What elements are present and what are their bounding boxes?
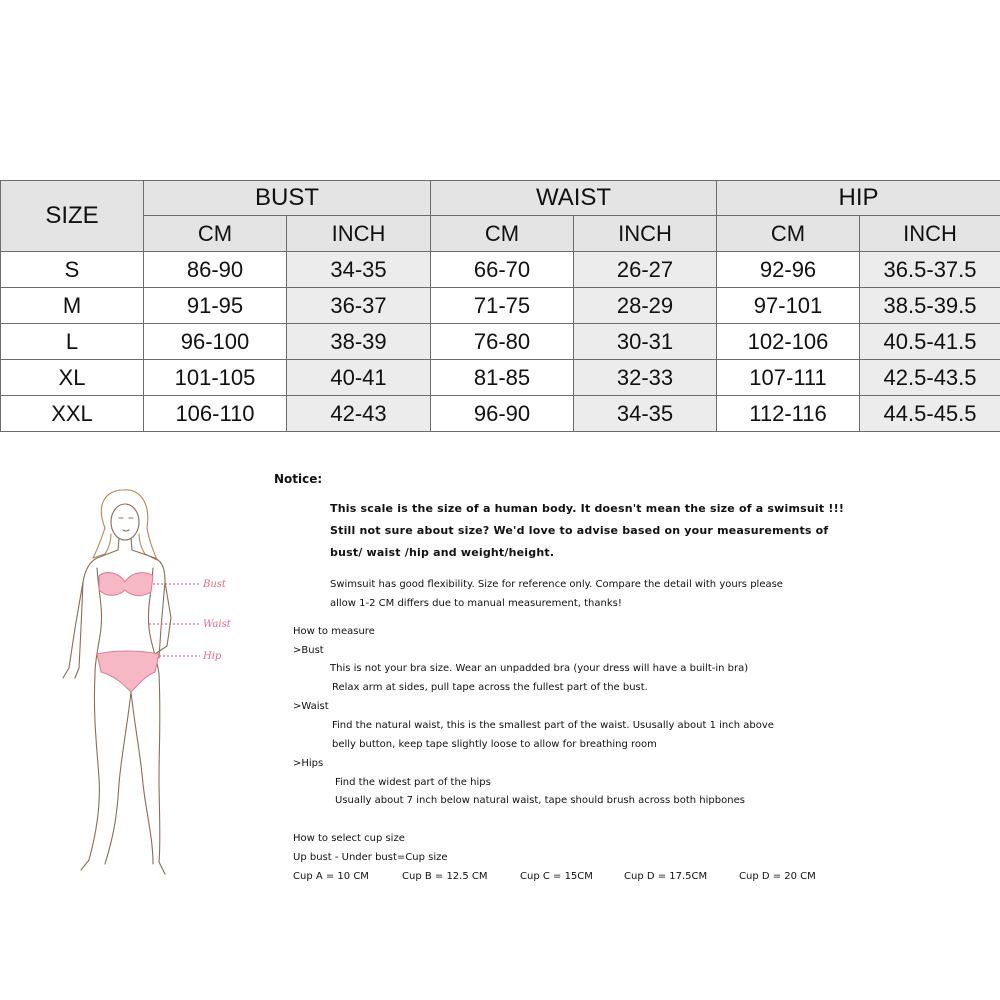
notice-bold-line: This scale is the size of a human body. It doesn't mean the size of a swimsuit !!! (330, 502, 845, 515)
measurement-cell: 96-90 (431, 396, 574, 432)
measurement-cell: 34-35 (574, 396, 717, 432)
measurement-cell: 81-85 (431, 360, 574, 396)
body-measurement-figure (35, 478, 250, 883)
measurement-cell: 97-101 (717, 288, 860, 324)
measurement-cell: 36.5-37.5 (860, 252, 1000, 288)
measurement-cell: 30-31 (574, 324, 717, 360)
measurement-cell: 102-106 (717, 324, 860, 360)
how-to-measure-title: How to measure (293, 626, 375, 637)
measurement-cell: 96-100 (144, 324, 287, 360)
bikini-top (99, 573, 153, 596)
bust-instruction: This is not your bra size. Wear an unpadded bra (your dress will have a built-in bra) (330, 663, 749, 674)
size-header: SIZE (1, 181, 144, 252)
measurement-cell: 28-29 (574, 288, 717, 324)
flex-note-line: Swimsuit has good flexibility. Size for reference only. Compare the detail with yours please (330, 579, 783, 590)
waist-group-header: WAIST (431, 181, 717, 216)
hair-outline (101, 490, 157, 560)
face-outline (111, 504, 139, 540)
hip-label: Hip (203, 651, 222, 662)
measurement-cell: 91-95 (144, 288, 287, 324)
waist-instruction: belly button, keep tape slightly loose to allow for breathing room (332, 739, 657, 750)
measurement-cell: 107-111 (717, 360, 860, 396)
size-label-cell: XXL (1, 396, 144, 432)
flex-note-line: allow 1-2 CM differs due to manual measurement, thanks! (330, 598, 622, 609)
cup-size-item: Cup B = 12.5 CM (402, 871, 488, 882)
measurement-cell: 66-70 (431, 252, 574, 288)
table-row (1, 252, 1000, 288)
unit-header: INCH (287, 216, 431, 252)
measurement-cell: 101-105 (144, 360, 287, 396)
cup-size-formula: Up bust - Under bust=Cup size (293, 852, 448, 863)
measurement-cell: 106-110 (144, 396, 287, 432)
bust-section-title: >Bust (293, 645, 324, 656)
cup-size-item: Cup D = 17.5CM (624, 871, 708, 882)
hips-instruction: Usually about 7 inch below natural waist, tape should brush across both hipbones (335, 795, 745, 806)
measurement-cell: 76-80 (431, 324, 574, 360)
bikini-bottom (97, 651, 159, 692)
size-label-cell: M (1, 288, 144, 324)
table-row (1, 324, 1000, 360)
notice-bold-line: bust/ waist /hip and weight/height. (330, 546, 555, 559)
measurement-cell: 40.5-41.5 (860, 324, 1000, 360)
measurement-cell: 32-33 (574, 360, 717, 396)
measurement-cell: 42-43 (287, 396, 431, 432)
bust-instruction: Relax arm at sides, pull tape across the fullest part of the bust. (332, 682, 648, 693)
hip-group-header: HIP (717, 181, 1000, 216)
notice-heading: Notice: (274, 472, 323, 486)
waist-section-title: >Waist (293, 701, 329, 712)
table-row (1, 360, 1000, 396)
bust-group-header: BUST (144, 181, 431, 216)
measurement-cell: 92-96 (717, 252, 860, 288)
size-label-cell: S (1, 252, 144, 288)
cup-size-item: Cup C = 15CM (520, 871, 593, 882)
table-row (1, 396, 1000, 432)
measurement-cell: 44.5-45.5 (860, 396, 1000, 432)
measurement-cell: 34-35 (287, 252, 431, 288)
waist-instruction: Find the natural waist, this is the smallest part of the waist. Ususally about 1 inch above (332, 720, 774, 731)
measurement-cell: 36-37 (287, 288, 431, 324)
measurement-cell: 112-116 (717, 396, 860, 432)
notice-bold-line: Still not sure about size? We'd love to advise based on your measurements of (330, 524, 829, 537)
measurement-cell: 38-39 (287, 324, 431, 360)
unit-header: CM (431, 216, 574, 252)
table-row (1, 288, 1000, 324)
unit-header: CM (717, 216, 860, 252)
measurement-cell: 38.5-39.5 (860, 288, 1000, 324)
measurement-cell: 86-90 (144, 252, 287, 288)
waist-label: Waist (203, 619, 231, 630)
unit-header: INCH (574, 216, 717, 252)
size-chart-table (0, 180, 1000, 432)
cup-size-item: Cup D = 20 CM (739, 871, 816, 882)
measurement-cell: 26-27 (574, 252, 717, 288)
size-label-cell: L (1, 324, 144, 360)
size-label-cell: XL (1, 360, 144, 396)
measurement-cell: 40-41 (287, 360, 431, 396)
measurement-cell: 71-75 (431, 288, 574, 324)
cup-size-title: How to select cup size (293, 833, 405, 844)
unit-header: CM (144, 216, 287, 252)
size-table-body (1, 252, 1000, 432)
measurement-cell: 42.5-43.5 (860, 360, 1000, 396)
unit-header: INCH (860, 216, 1000, 252)
hips-section-title: >Hips (293, 758, 324, 769)
hips-instruction: Find the widest part of the hips (335, 777, 491, 788)
bust-label: Bust (203, 579, 226, 590)
cup-size-item: Cup A = 10 CM (293, 871, 369, 882)
